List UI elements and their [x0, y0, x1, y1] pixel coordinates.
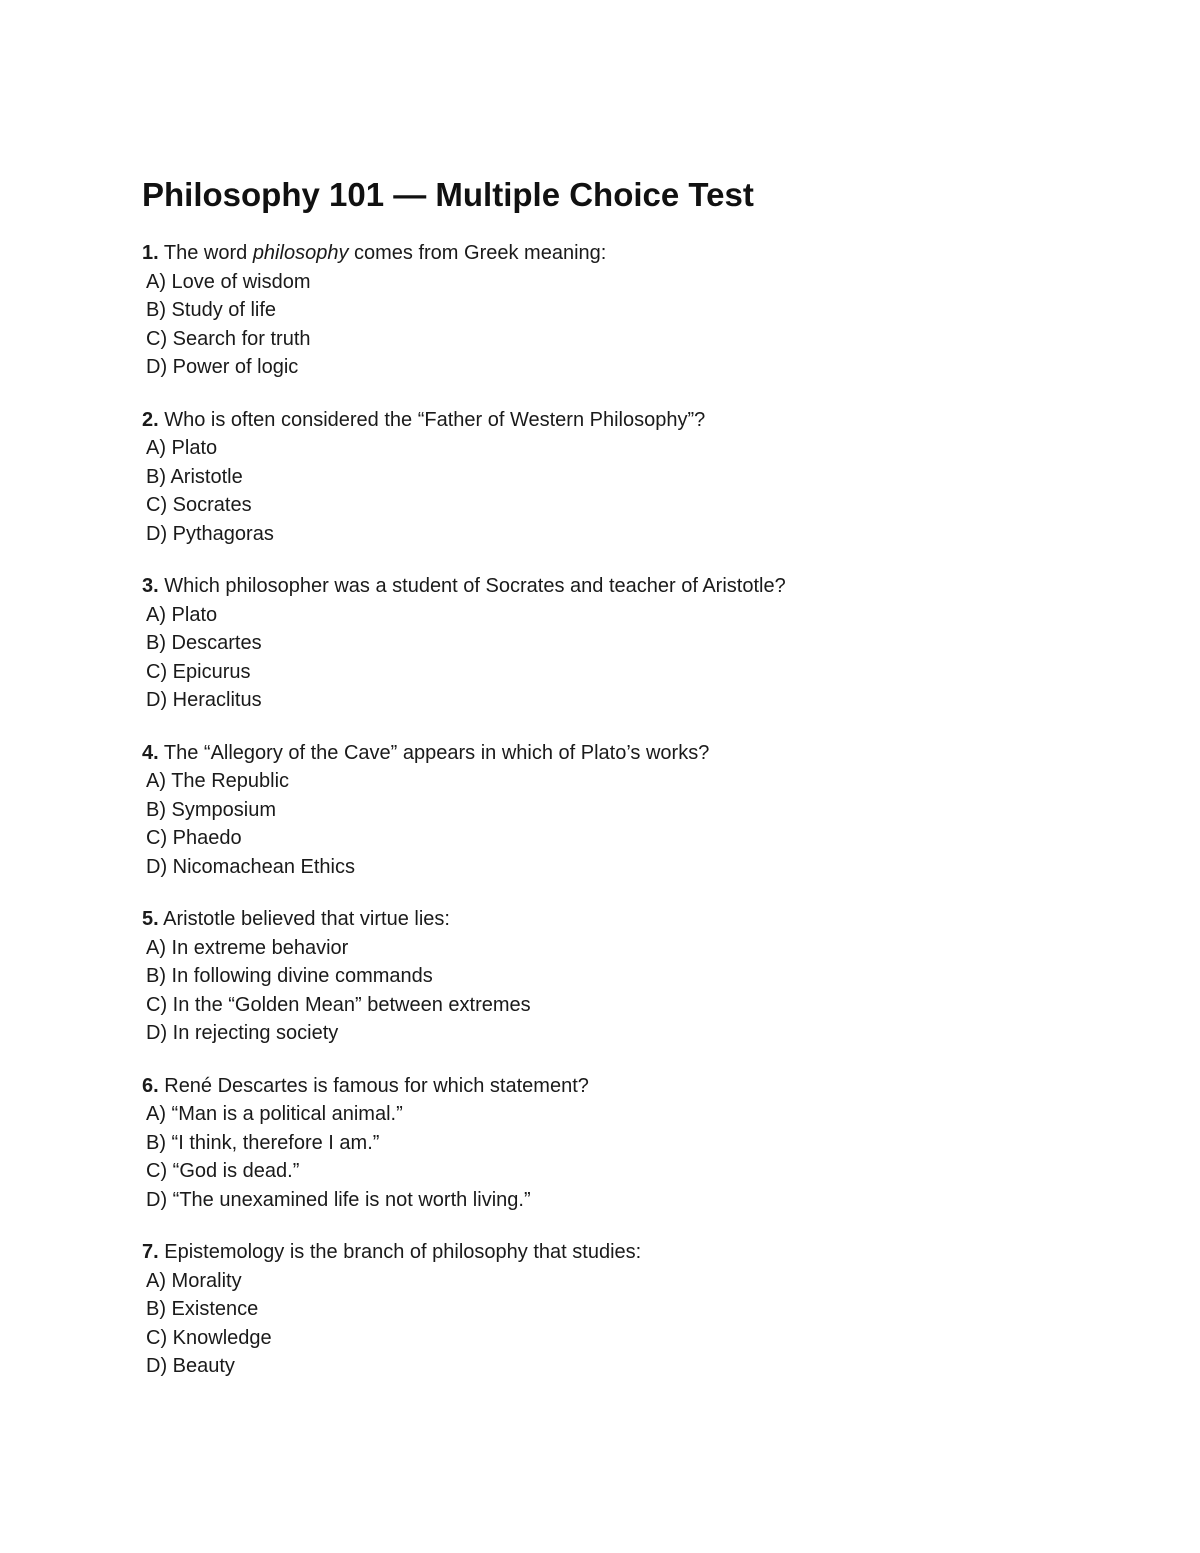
question-number: 3. [142, 575, 159, 597]
question-text [142, 239, 1102, 268]
option-d: D) Heraclitus [146, 689, 262, 711]
question-1 [142, 239, 1102, 382]
option-c: C) Epicurus [146, 660, 251, 683]
question-6 [142, 1072, 1102, 1215]
option-c: C) In the “Golden Mean” between extremes [146, 993, 531, 1016]
option-d: D) “The unexamined life is not worth living.” [146, 1188, 531, 1211]
option-a: A) Plato [146, 603, 218, 626]
question-text-part: Epistemology is the branch of philosophy that studies: [158, 1241, 642, 1263]
option-d: D) Nicomachean Ethics [146, 855, 355, 878]
option-c: C) Socrates [146, 494, 252, 516]
option-a: A) Love of wisdom [146, 270, 311, 293]
question-4 [142, 739, 1102, 882]
question-number: 1. [142, 242, 159, 264]
option-d: D) In rejecting society [146, 1022, 339, 1044]
question-number: 2. [142, 408, 159, 431]
question-text-part: Aristotle believed that virtue lies: [158, 908, 450, 930]
option-b: B) Symposium [146, 798, 277, 821]
question-text-part: The word [158, 242, 253, 264]
question-text-italic: philosophy [252, 242, 349, 264]
question-text-part: comes from Greek meaning: [348, 242, 607, 264]
option-b: B) Aristotle [146, 465, 243, 488]
test-page [142, 175, 1102, 1405]
option-c: C) “God is dead.” [146, 1160, 300, 1182]
question-5 [142, 905, 1102, 1048]
question-text-part: René Descartes is famous for which statement? [158, 1074, 589, 1097]
option-b: B) Existence [146, 1298, 259, 1320]
option-b: B) Descartes [146, 632, 262, 654]
question-text [142, 572, 1102, 601]
option-d: D) Beauty [146, 1355, 235, 1377]
question-number: 6. [142, 1074, 159, 1097]
question-3 [142, 572, 1102, 715]
question-number: 5. [142, 908, 159, 930]
question-number: 4. [142, 741, 159, 764]
option-a: A) The Republic [146, 770, 290, 792]
option-d: D) Pythagoras [146, 522, 274, 545]
option-a: A) “Man is a political animal.” [146, 1103, 403, 1125]
question-2 [142, 406, 1102, 549]
question-text-part: Who is often considered the “Father of Western Philosophy”? [158, 408, 706, 431]
question-text [142, 1238, 1102, 1267]
option-b: B) “I think, therefore I am.” [146, 1131, 380, 1154]
option-a: A) Plato [146, 437, 218, 459]
question-text [142, 739, 1102, 768]
option-c: C) Phaedo [146, 827, 242, 849]
option-b: B) Study of life [146, 299, 277, 321]
question-number: 7. [142, 1241, 159, 1263]
question-text-part: Which philosopher was a student of Socrates and teacher of Aristotle? [158, 575, 786, 597]
question-text-part: The “Allegory of the Cave” appears in which of Plato’s works? [158, 741, 710, 764]
option-c: C) Knowledge [146, 1326, 272, 1349]
question-7 [142, 1238, 1102, 1381]
option-d: D) Power of logic [146, 356, 299, 378]
option-a: A) In extreme behavior [146, 936, 349, 959]
option-a: A) Morality [146, 1269, 242, 1292]
question-text [142, 406, 1102, 435]
option-b: B) In following divine commands [146, 965, 433, 987]
page-title: Philosophy 101 — Multiple Choice Test [142, 176, 754, 213]
question-text [142, 905, 1102, 934]
option-c: C) Search for truth [146, 327, 311, 350]
question-text [142, 1072, 1102, 1101]
